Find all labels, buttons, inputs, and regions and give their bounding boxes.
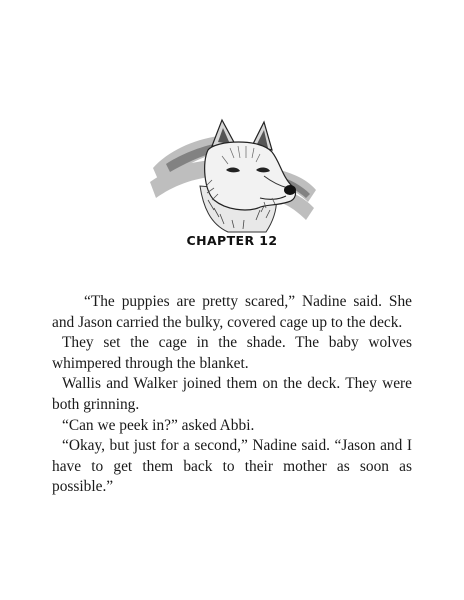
wolf-illustration: [148, 116, 318, 234]
paragraph: They set the cage in the shade. The baby wolves whimpered through the blanket.: [52, 334, 412, 372]
chapter-body: [52, 292, 412, 498]
chapter-heading: CHAPTER 12: [186, 233, 278, 248]
paragraph: “The puppies are pretty scared,” Nadine said. She and Jason carried the bulky, covered cage up to the deck.: [52, 293, 412, 331]
paragraph: Wallis and Walker joined them on the deck. They were both grinning.: [52, 375, 412, 413]
paragraph: “Can we peek in?” asked Abbi.: [62, 416, 255, 434]
paragraph: “Okay, but just for a second,” Nadine said. “Jason and I have to get them back to their mother as soon as possible.”: [52, 437, 412, 496]
